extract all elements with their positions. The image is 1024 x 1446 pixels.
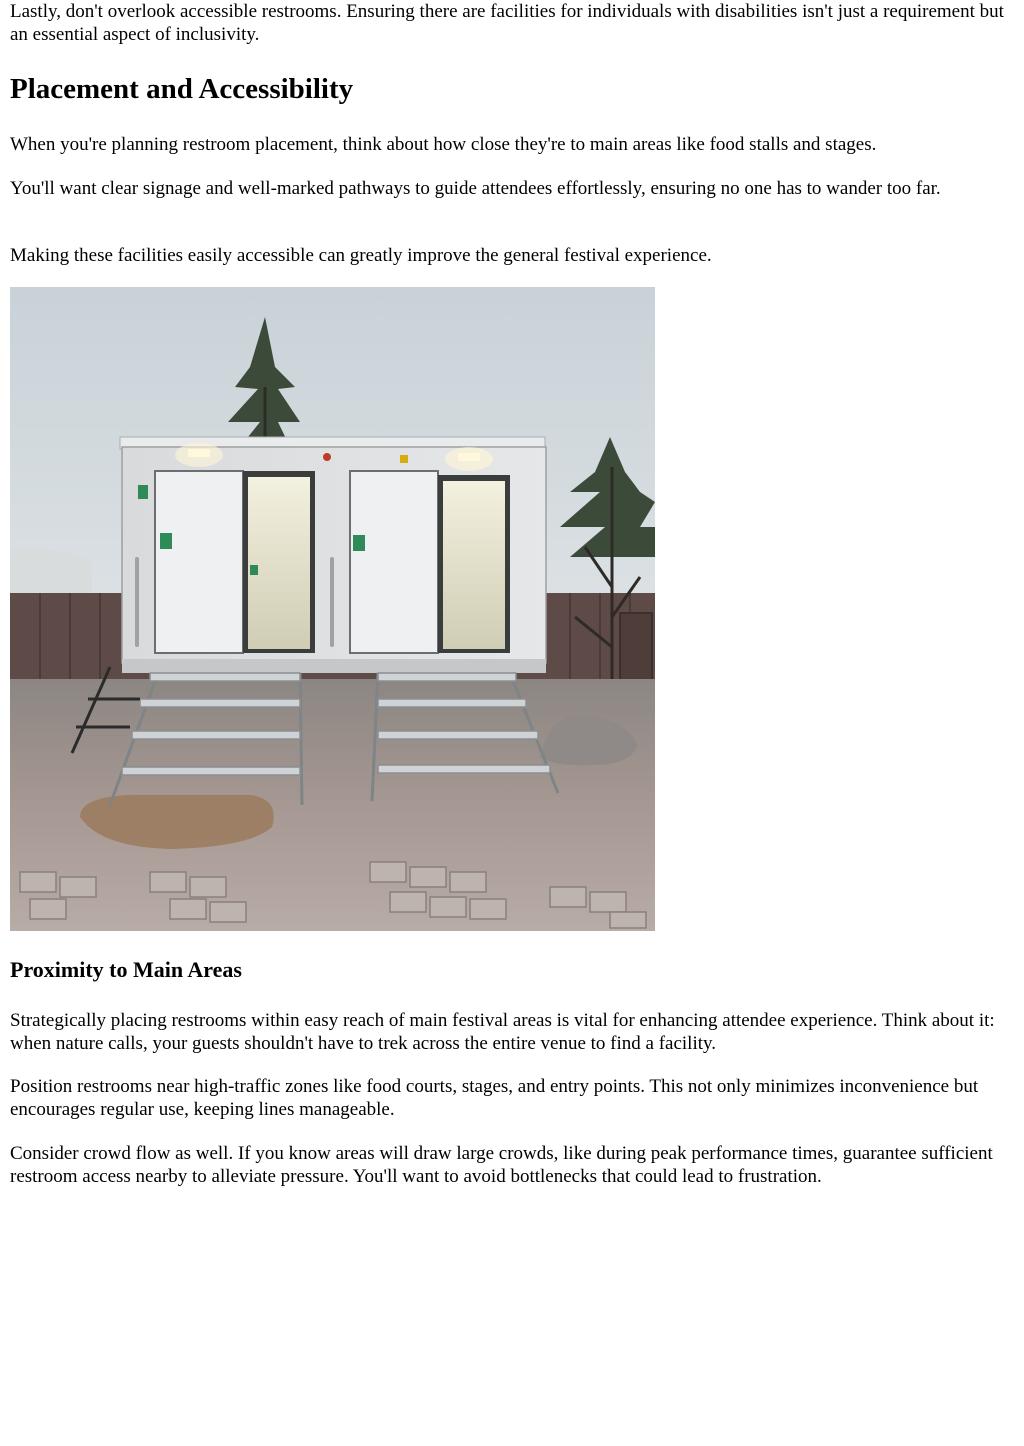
placement-paragraph-3: Making these facilities easily accessible can greatly improve the general festival experience. [10,245,712,266]
proximity-paragraph-3: Consider crowd flow as well. If you know areas will draw large crowds, like during peak performance times, guarantee sufficient restroom access nearby to alleviate pressure. You'll want to avoid bottlenecks that could lead to frustration. [10,1143,993,1187]
restroom-trailer-image [10,287,655,931]
section-heading-placement: Placement and Accessibility [10,73,354,105]
placement-paragraph-1: When you're planning restroom placement, think about how close they're to main areas like food stalls and stages. [10,134,877,155]
section-heading-proximity: Proximity to Main Areas [10,957,242,982]
proximity-paragraph-1: Strategically placing restrooms within easy reach of main festival areas is vital for enhancing attendee experience. Think about it: when nature calls, your guests shouldn't have to trek across the entire venue to find a facility. [10,1010,995,1054]
placement-paragraph-2: You'll want clear signage and well-marked pathways to guide attendees effortlessly, ensuring no one has to wander too far. [10,178,941,199]
proximity-paragraph-2: Position restrooms near high-traffic zones like food courts, stages, and entry points. This not only minimizes inconvenience but encourages regular use, keeping lines manageable. [10,1076,979,1120]
intro-paragraph: Lastly, don't overlook accessible restrooms. Ensuring there are facilities for individuals with disabilities isn't just a requirement but an essential aspect of inclusivity. [10,1,1004,45]
